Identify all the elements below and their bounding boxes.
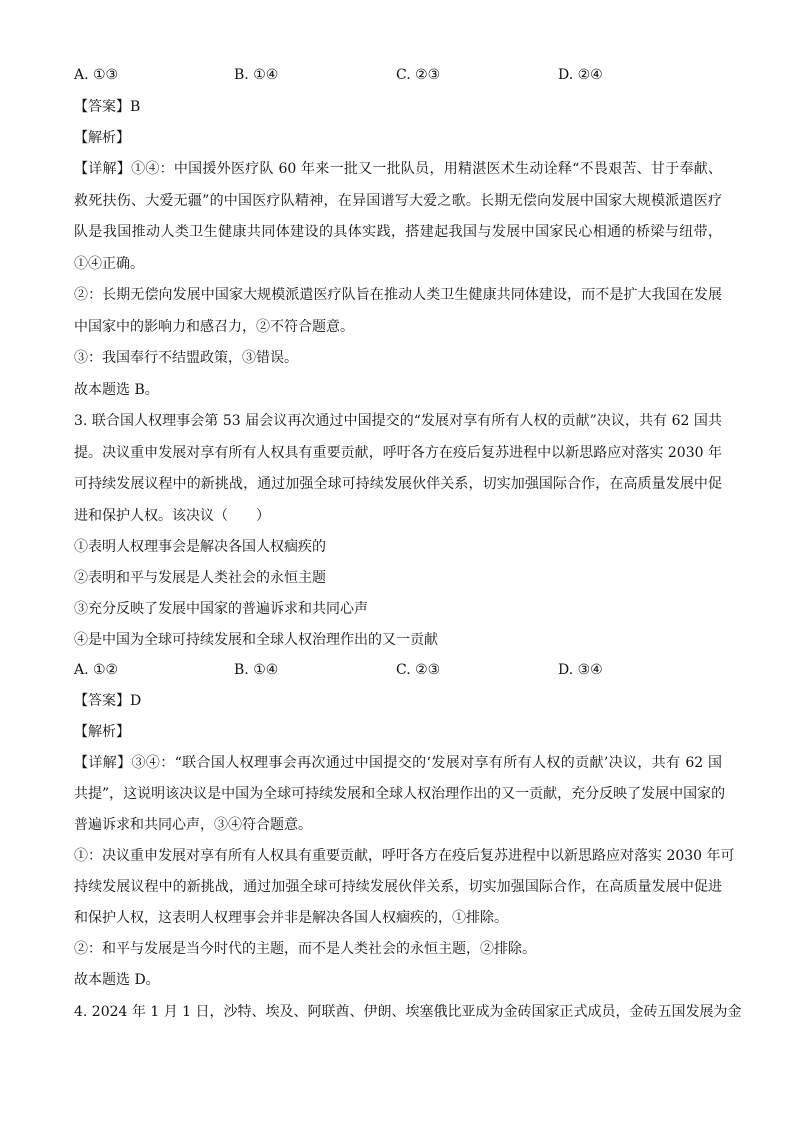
q2-analysis-line: 队是我国推动人类卫生健康共同体建设的具体实践，搭建起我国与发展中国家民心相通的桥梁与纽带， — [74, 224, 722, 240]
q3-analysis-label: 【解析】 — [74, 724, 130, 740]
q2-analysis-line: ②：长期无偿向发展中国家大规模派遣医疗队旨在推动人类卫生健康共同体建设，而不是扩大我国在发展 — [74, 287, 722, 303]
option-c: C. ②③ — [396, 67, 441, 83]
q2-conclusion: 故本题选 B。 — [74, 382, 159, 398]
option-b: B. ①④ — [234, 662, 279, 678]
q3-analysis-line: 共提”，这说明该决议是中国为全球可持续发展和全球人权治理作出的又一贡献，充分反映了发展中国家的 — [74, 786, 726, 802]
q3-analysis-line: 普遍诉求和共同心声，③④符合题意。 — [74, 817, 312, 833]
q3-analysis-line: ①：决议重申发展对享有所有人权具有重要贡献，呼吁各方在疫后复苏进程中以新思路应对落实 2030 年可 — [74, 848, 735, 864]
q3-stem-line: 进和保护人权。该决议（ ） — [74, 508, 270, 524]
q3-conclusion: 故本题选 D。 — [74, 972, 160, 988]
q3-choice: ①表明人权理事会是解决各国人权痼疾的 — [74, 539, 326, 555]
q3-analysis-line: 【详解】③④：“联合国人权理事会再次通过中国提交的‘发展对享有所有人权的贡献’决议，共有 62 国 — [74, 755, 722, 771]
q3-analysis-line: 持续发展议程中的新挑战，通过加强全球可持续发展伙伴关系，切实加强国际合作，在高质量发展中促进 — [74, 879, 722, 895]
option-c: C. ②③ — [396, 662, 441, 678]
q2-analysis-line: 中国家中的影响力和感召力，②不符合题意。 — [74, 319, 354, 335]
q2-analysis-line: 救死扶伤、大爱无疆”的中国医疗队精神，在异国谱写大爱之歌。长期无偿向发展中国家大规模派遣医疗 — [74, 193, 722, 209]
q3-choice: ②表明和平与发展是人类社会的永恒主题 — [74, 570, 326, 586]
q4-stem-line: 4. 2024 年 1 月 1 日，沙特、埃及、阿联酋、伊朗、埃塞俄比亚成为金砖国家正式成员，金砖五国发展为金 — [74, 1004, 742, 1020]
q3-stem-line: 3. 联合国人权理事会第 53 届会议再次通过中国提交的“发展对享有所有人权的贡献”决议，共有 62 国共 — [74, 413, 722, 429]
q3-stem-line: 提。决议重申发展对享有所有人权具有重要贡献，呼吁各方在疫后复苏进程中以新思路应对落实 2030 年 — [74, 445, 722, 461]
q2-analysis-line: 【详解】①④：中国援外医疗队 60 年来一批又一批队员，用精湛医术生动诠释“不畏艰苦、甘于奉献、 — [74, 161, 722, 177]
q2-options — [74, 65, 722, 85]
option-d: D. ③④ — [558, 662, 603, 678]
q3-stem-line: 可持续发展议程中的新挑战，通过加强全球可持续发展伙伴关系，切实加强国际合作，在高质量发展中促 — [74, 476, 722, 492]
option-a: A. ①② — [74, 662, 119, 678]
q2-analysis-line: ③：我国奉行不结盟政策，③错误。 — [74, 350, 298, 366]
q2-analysis-label: 【解析】 — [74, 130, 130, 146]
q3-answer: 【答案】D — [74, 693, 142, 709]
q2-answer: 【答案】B — [74, 99, 141, 115]
q3-analysis-line: ②：和平与发展是当今时代的主题，而不是人类社会的永恒主题，②排除。 — [74, 941, 536, 957]
q3-choice: ③充分反映了发展中国家的普遍诉求和共同心声 — [74, 601, 368, 617]
option-a: A. ①③ — [74, 67, 119, 83]
q3-analysis-line: 和保护人权，这表明人权理事会并非是解决各国人权痼疾的，①排除。 — [74, 910, 508, 926]
q3-options — [74, 660, 722, 680]
q3-choice: ④是中国为全球可持续发展和全球人权治理作出的又一贡献 — [74, 632, 438, 648]
option-d: D. ②④ — [558, 67, 603, 83]
option-b: B. ①④ — [234, 67, 279, 83]
q2-analysis-line: ①④正确。 — [74, 256, 144, 272]
